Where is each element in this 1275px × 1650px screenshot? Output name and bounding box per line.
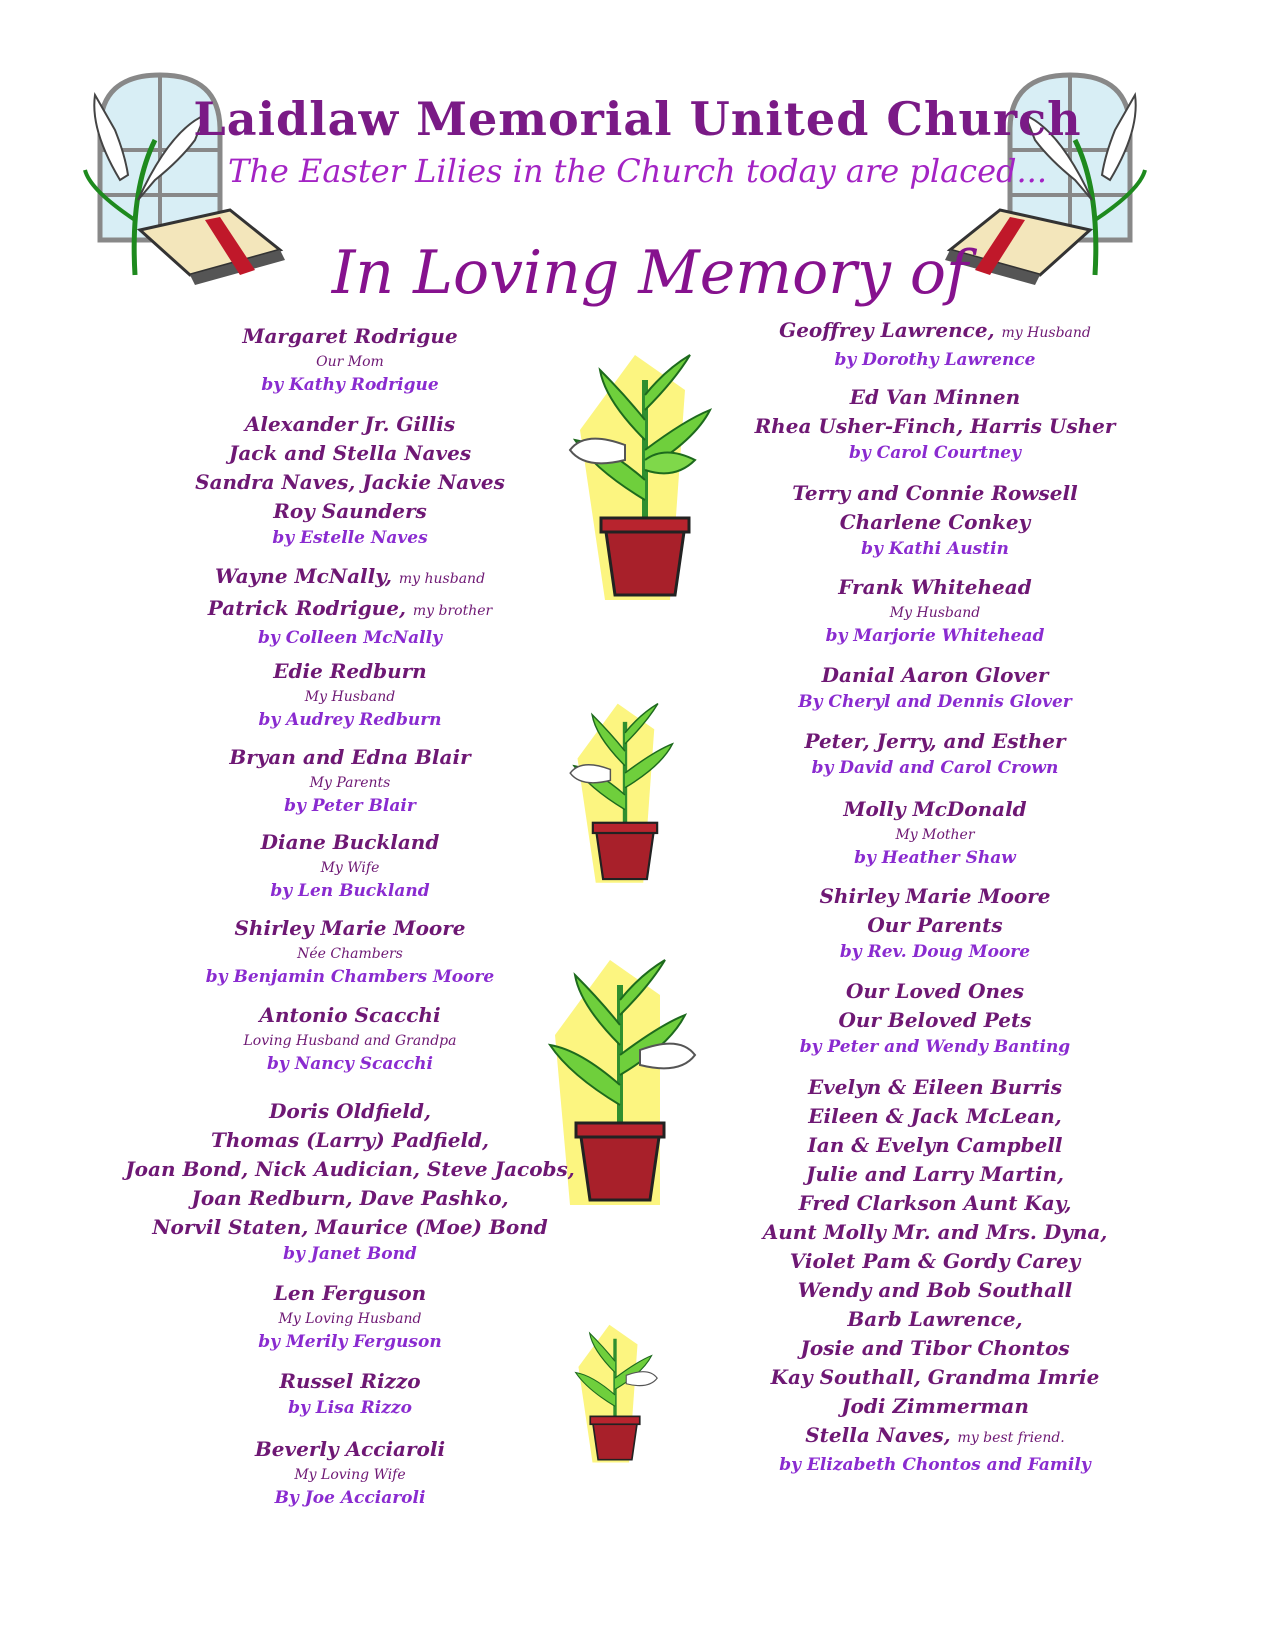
memorial-name: Norvil Staten, Maurice (Moe) Bond: [152, 1215, 548, 1239]
memorial-donor: by Audrey Redburn: [258, 710, 442, 730]
memorial-donor: by Benjamin Chambers Moore: [205, 967, 495, 987]
memorial-name: Wendy and Bob Southall: [797, 1278, 1073, 1302]
memorial-name: Jack and Stella Naves: [228, 441, 472, 465]
memorial-name: Roy Saunders: [273, 499, 427, 523]
memorial-donor: by Lisa Rizzo: [288, 1398, 412, 1418]
memorial-name: Rhea Usher-Finch, Harris Usher: [754, 414, 1116, 438]
memorial-name: Diane Buckland: [260, 830, 440, 854]
memorial-relation: My Husband: [304, 689, 396, 705]
memorial-donor: by Merily Ferguson: [258, 1332, 442, 1352]
memorial-entry: [740, 383, 1130, 466]
memorial-name: Sandra Naves, Jackie Naves: [195, 470, 505, 494]
memorial-entry: [740, 316, 1130, 373]
memorial-relation: My Loving Husband: [278, 1311, 422, 1327]
memorial-name: Ed Van Minnen: [849, 385, 1021, 409]
memorial-donor: by Kathi Austin: [861, 539, 1009, 559]
memorial-entry: [120, 1097, 580, 1267]
memorial-name: Josie and Tibor Chontos: [800, 1336, 1070, 1360]
memorial-name: Thomas (Larry) Padfield,: [211, 1128, 489, 1152]
memorial-name: Stella Naves, my best friend.: [805, 1423, 1065, 1447]
left-column: [120, 0, 580, 1650]
memorial-entry: [120, 743, 580, 819]
memorial-donor: by Carol Courtney: [849, 443, 1021, 463]
memorial-donor: by Nancy Scacchi: [267, 1054, 433, 1074]
memorial-name: Julie and Larry Martin,: [806, 1162, 1064, 1186]
memorial-entry: [120, 914, 580, 990]
memorial-donor: by Marjorie Whitehead: [825, 626, 1045, 646]
memorial-entry: [120, 1001, 580, 1077]
memorial-name: Peter, Jerry, and Esther: [804, 729, 1066, 753]
memorial-donor: by Len Buckland: [270, 881, 430, 901]
memorial-name: Margaret Rodrigue: [242, 324, 458, 348]
memorial-name: Our Parents: [867, 913, 1003, 937]
memorial-entry: [120, 1279, 580, 1355]
memorial-name: Shirley Marie Moore: [819, 884, 1051, 908]
memorial-name: Patrick Rodrigue, my brother: [207, 596, 493, 620]
memorial-donor: by Elizabeth Chontos and Family: [779, 1455, 1091, 1475]
memorial-name: Eileen & Jack McLean,: [808, 1104, 1062, 1128]
easter-lily-plant-icon: [565, 350, 725, 610]
memorial-donor: by Peter and Wendy Banting: [799, 1037, 1071, 1057]
memorial-donor: By Cheryl and Dennis Glover: [798, 692, 1072, 712]
memorial-name: Edie Redburn: [273, 659, 427, 683]
memorial-relation: My Mother: [895, 827, 975, 843]
memorial-name: Evelyn & Eileen Burris: [807, 1075, 1063, 1099]
memorial-name: Joan Redburn, Dave Pashko,: [191, 1186, 509, 1210]
memorial-name: Our Loved Ones: [845, 979, 1025, 1003]
page-heading: In Loving Memory of: [331, 238, 969, 308]
memorial-name: Wayne McNally, my husband: [214, 564, 486, 588]
memorial-name: Ian & Evelyn Campbell: [807, 1133, 1063, 1157]
memorial-name: Barb Lawrence,: [847, 1307, 1023, 1331]
memorial-entry: [120, 1435, 580, 1511]
memorial-donor: by Janet Bond: [283, 1244, 417, 1264]
memorial-name: Danial Aaron Glover: [821, 663, 1049, 687]
right-column: [740, 0, 1130, 1650]
memorial-name: Geoffrey Lawrence, my Husband: [779, 318, 1091, 342]
memorial-relation: My Husband: [889, 605, 981, 621]
memorial-name: Charlene Conkey: [839, 510, 1031, 534]
memorial-relation: My Wife: [320, 860, 380, 876]
memorial-entry: [740, 882, 1130, 965]
memorial-name: Shirley Marie Moore: [234, 916, 466, 940]
memorial-donor: by Colleen McNally: [258, 628, 442, 648]
memorial-donor: by Heather Shaw: [854, 848, 1016, 868]
memorial-name: Frank Whitehead: [838, 575, 1032, 599]
memorial-entry: [740, 479, 1130, 562]
memorial-donor: by Estelle Naves: [272, 528, 428, 548]
memorial-entry: [120, 1367, 580, 1421]
memorial-name: Kay Southall, Grandma Imrie: [770, 1365, 1100, 1389]
memorial-relation: Née Chambers: [297, 946, 403, 962]
memorial-entry: [740, 795, 1130, 871]
memorial-entry: [740, 1073, 1130, 1478]
memorial-name: Terry and Connie Rowsell: [792, 481, 1078, 505]
memorial-name: Bryan and Edna Blair: [229, 745, 471, 769]
memorial-donor: by Kathy Rodrigue: [261, 375, 439, 395]
memorial-name: Russel Rizzo: [279, 1369, 421, 1393]
memorial-name: Alexander Jr. Gillis: [244, 412, 456, 436]
memorial-donor: By Joe Acciaroli: [274, 1488, 426, 1508]
subtitle: The Easter Lilies in the Church today are placed...: [227, 152, 1048, 190]
memorial-entry: [740, 573, 1130, 649]
memorial-name: Beverly Acciaroli: [254, 1437, 446, 1461]
memorial-entry: [740, 661, 1130, 715]
memorial-entry: [120, 322, 580, 398]
memorial-entry: [740, 977, 1130, 1060]
memorial-name: Fred Clarkson Aunt Kay,: [798, 1191, 1072, 1215]
memorial-relation: Our Mom: [316, 354, 384, 370]
memorial-donor: by Peter Blair: [284, 796, 416, 816]
memorial-name: Len Ferguson: [273, 1281, 427, 1305]
church-name: Laidlaw Memorial United Church: [193, 92, 1082, 146]
memorial-relation: My Parents: [309, 775, 391, 791]
easter-lily-plant-icon: [570, 1320, 660, 1470]
memorial-donor: by Dorothy Lawrence: [834, 350, 1036, 370]
memorial-name: Antonio Scacchi: [259, 1003, 441, 1027]
memorial-name: Doris Oldfield,: [269, 1099, 431, 1123]
memorial-entry: [120, 562, 580, 651]
memorial-donor: by Rev. Doug Moore: [839, 942, 1031, 962]
memorial-name: Our Beloved Pets: [838, 1008, 1032, 1032]
memorial-entry: [120, 410, 580, 551]
memorial-name: Violet Pam & Gordy Carey: [789, 1249, 1081, 1273]
memorial-entry: [740, 727, 1130, 781]
memorial-relation: Loving Husband and Grandpa: [243, 1033, 457, 1049]
memorial-name: Joan Bond, Nick Audician, Steve Jacobs,: [125, 1157, 575, 1181]
memorial-donor: by David and Carol Crown: [811, 758, 1059, 778]
memorial-entry: [120, 657, 580, 733]
memorial-name: Molly McDonald: [843, 797, 1027, 821]
memorial-entry: [120, 828, 580, 904]
memorial-name: Jodi Zimmerman: [841, 1394, 1029, 1418]
memorial-name: Aunt Molly Mr. and Mrs. Dyna,: [762, 1220, 1108, 1244]
memorial-relation: My Loving Wife: [294, 1467, 406, 1483]
